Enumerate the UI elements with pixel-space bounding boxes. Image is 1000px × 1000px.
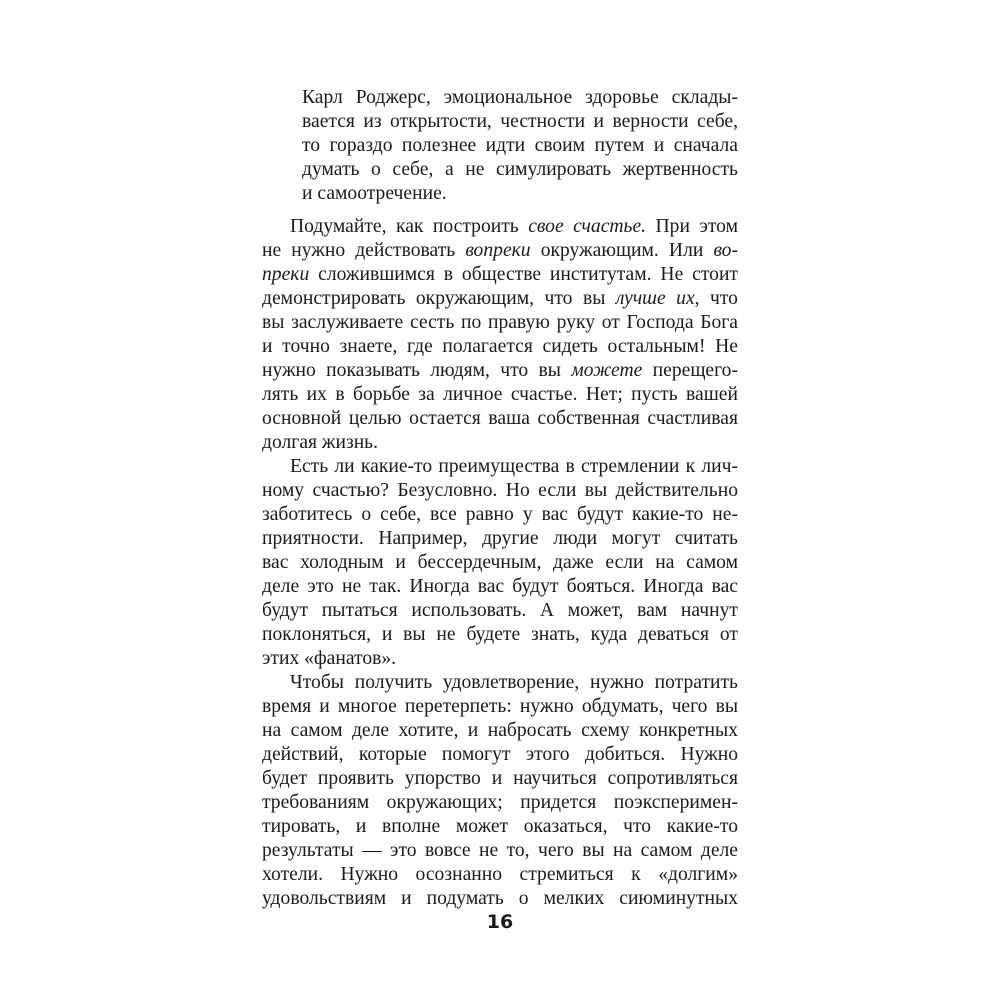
emphasis: преки <box>262 264 310 285</box>
emphasis: вопреки <box>465 240 531 261</box>
quote-line-5: и самоотречение. <box>302 183 447 204</box>
paragraph-1-line-2: не нужно действовать вопреки окружающим. Или во- <box>262 240 739 261</box>
paragraph-1-line-8: лять их в борьбе за личное счастье. Нет; пусть вашей <box>262 384 738 405</box>
paragraph-1-line-10: долгая жизнь. <box>262 432 379 453</box>
paragraph-1-line-3: преки сложившимся в обществе институтам. Не стоит <box>262 264 738 285</box>
paragraph-2-line-3: заботитесь о себе, все равно у вас будут какие-то не- <box>262 504 738 525</box>
paragraph-2-line-5: вас холодным и бессердечным, даже если на самом <box>262 552 738 573</box>
paragraph-2-line-8: поклоняться, и вы не будете знать, куда деваться от <box>262 624 738 645</box>
emphasis: во- <box>713 240 739 261</box>
paragraph-2-line-4: приятности. Например, другие люди могут считать <box>262 528 738 549</box>
paragraph-3-line-10: удовольствиям и подумать о мелких сиюминутных <box>262 888 738 909</box>
paragraph-2-line-6: деле это не так. Иногда вас будут бояться. Иногда вас <box>262 576 738 597</box>
paragraph-3-line-3: на самом деле хотите, и набросать схему конкретных <box>262 720 738 741</box>
quote-line-2: вается из открытости, честности и верности себе, <box>302 111 738 132</box>
paragraph-3-line-7: тировать, и вполне может оказаться, что какие-то <box>262 816 738 837</box>
quote-line-4: думать о себе, а не симулировать жертвенность <box>302 159 738 180</box>
quote-line-1: Карл Роджерс, эмоциональное здоровье склады- <box>302 87 738 108</box>
paragraph-1-line-6: и точно знаете, где полагается сидеть остальным! Не <box>262 336 738 357</box>
emphasis: можете <box>571 360 643 381</box>
paragraph-3-line-6: требованиям окружающих; придется поэксперимен- <box>262 792 738 813</box>
paragraph-1-line-5: вы заслуживаете сесть по правую руку от Господа Бога <box>262 312 738 333</box>
quote-line-3: то гораздо полезнее идти своим путем и сначала <box>302 135 738 156</box>
paragraph-1-line-9: основной целью остается ваша собственная счастливая <box>262 408 738 429</box>
paragraph-3-line-2: время и многое перетерпеть: нужно обдумать, чего вы <box>262 696 738 717</box>
emphasis: свое счастье. <box>528 216 647 237</box>
paragraph-3-line-8: результаты — это вовсе не то, чего вы на самом деле <box>262 840 738 861</box>
page-number: 16 <box>486 911 514 933</box>
paragraph-1-line-1: Подумайте, как построить свое счастье. При этом <box>290 216 738 237</box>
emphasis: лучше их <box>615 288 695 309</box>
paragraph-1-line-7: нужно показывать людям, что вы можете перещего- <box>262 360 738 381</box>
paragraph-2-line-1: Есть ли какие-то преимущества в стремлении к лич- <box>290 456 738 477</box>
paragraph-3-line-5: будет проявить упорство и научиться сопротивляться <box>262 768 738 789</box>
paragraph-3-line-1: Чтобы получить удовлетворение, нужно потратить <box>290 672 738 693</box>
paragraph-2-line-9: этих «фанатов». <box>262 648 397 669</box>
paragraph-1-line-4: демонстрировать окружающим, что вы лучше их, что <box>262 288 738 309</box>
paragraph-3-line-9: хотели. Нужно осознанно стремиться к «долгим» <box>262 864 738 885</box>
paragraph-2-line-2: ному счастью? Безусловно. Но если вы действительно <box>262 480 738 501</box>
paragraph-2-line-7: будут пытаться использовать. А может, вам начнут <box>262 600 738 621</box>
paragraph-3-line-4: действий, которые помогут этого добиться. Нужно <box>262 744 738 765</box>
